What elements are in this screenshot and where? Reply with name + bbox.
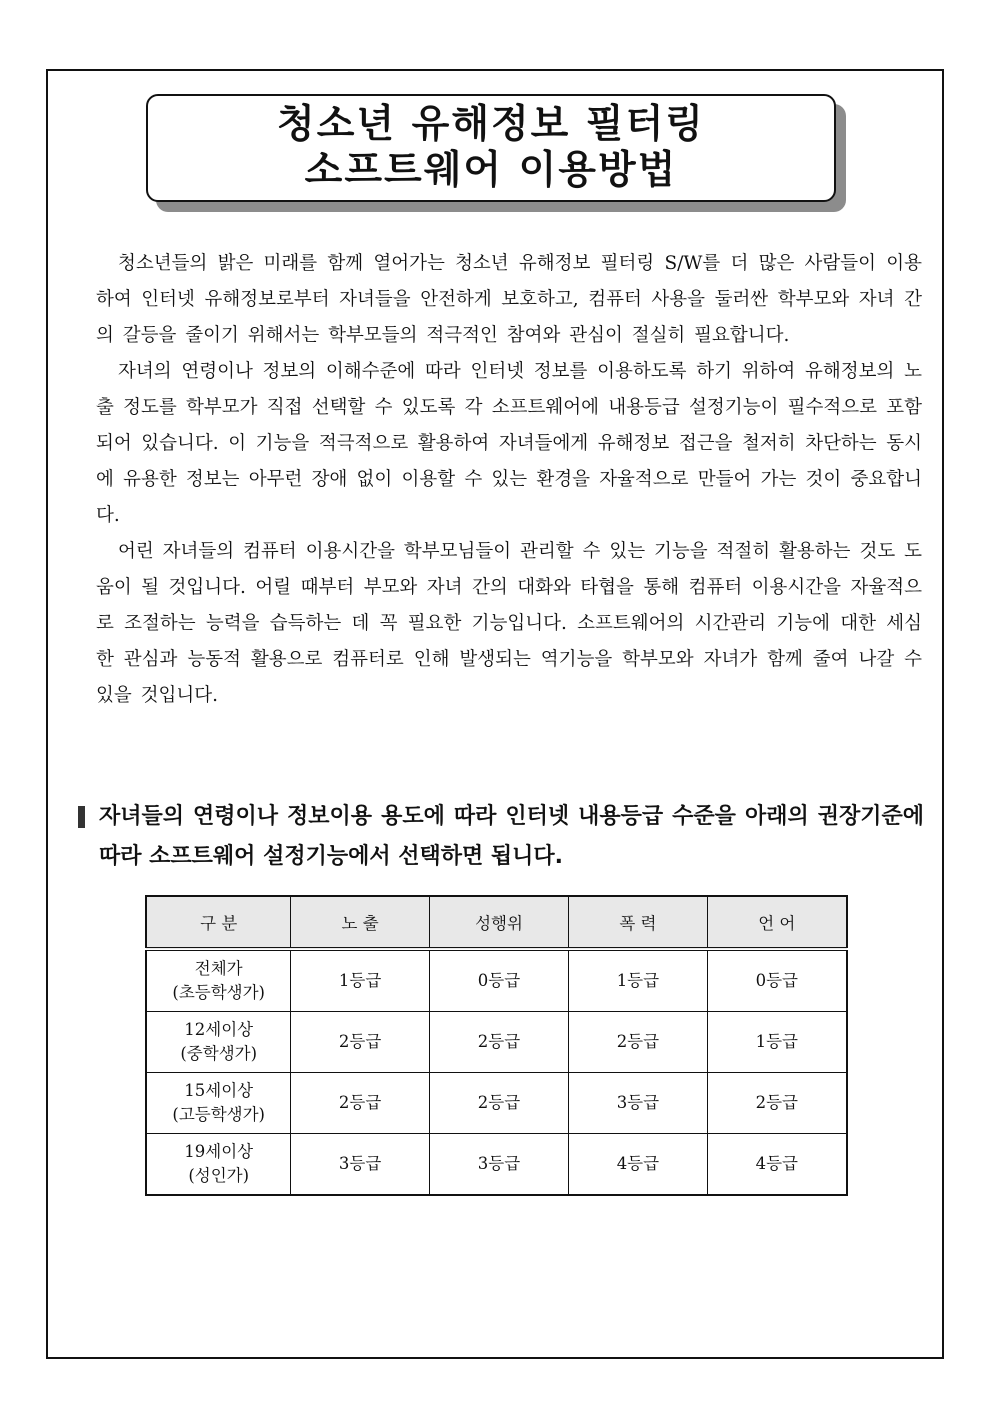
row-group: (고등학생가) <box>172 1105 265 1124</box>
row-category <box>146 1073 291 1134</box>
table-header-row <box>146 896 847 949</box>
cell-exposure: 2등급 <box>291 1012 429 1073</box>
cell-exposure: 3등급 <box>291 1134 429 1196</box>
row-group: (중학생가) <box>180 1044 258 1063</box>
row-category <box>146 1134 291 1196</box>
row-category <box>146 949 291 1012</box>
table-row <box>146 949 847 1012</box>
row-group: (성인가) <box>188 1166 250 1185</box>
cell-language: 2등급 <box>707 1073 847 1134</box>
body-text <box>96 246 922 714</box>
table-row <box>146 1012 847 1073</box>
title-box <box>146 94 836 202</box>
title-line-1: 청소년 유해정보 필터링 <box>277 102 705 147</box>
heading-bullet-icon <box>78 806 85 828</box>
paragraph-1: 청소년들의 밝은 미래를 함께 열어가는 청소년 유해정보 필터링 S/W를 더 많은 사람들이 이용하여 인터넷 유해정보로부터 자녀들을 안전하게 보호하고, 컴퓨터 사용을 둘러싼 학부모와 자녀 간의 갈등을 줄이기 위해서는 학부모들의 적극적인 참여와 관심이 절실히 필요합니다. <box>96 253 922 346</box>
header-language: 언 어 <box>707 896 847 949</box>
header-violence: 폭 력 <box>569 896 707 949</box>
section-heading <box>78 797 924 877</box>
paragraph-3: 어린 자녀들의 컴퓨터 이용시간을 학부모님들이 관리할 수 있는 기능을 적절히 활용하는 것도 도움이 될 것입니다. 어릴 때부터 부모와 자녀 간의 대화와 타협을 통해 컴퓨터 이용시간을 자율적으로 조절하는 능력을 습득하는 데 꼭 필요한 기능입니다. 소프트웨어의 시간관리 기능에 대한 세심한 관심과 능동적 활용으로 컴퓨터로 인해 발생되는 역기능을 학부모와 자녀가 함께 줄여 나갈 수 있을 것입니다. <box>96 541 922 706</box>
cell-sexual: 2등급 <box>429 1073 568 1134</box>
row-group: (초등학생가) <box>172 983 265 1002</box>
cell-exposure: 1등급 <box>291 949 429 1012</box>
cell-violence: 1등급 <box>569 949 707 1012</box>
table-row <box>146 1134 847 1196</box>
paragraph-2: 자녀의 연령이나 정보의 이해수준에 따라 인터넷 정보를 이용하도록 하기 위하여 유해정보의 노출 정도를 학부모가 직접 선택할 수 있도록 각 소프트웨어에 내용등급 설정기능이 필수적으로 포함되어 있습니다. 이 기능을 적극적으로 활용하여 자녀들에게 유해정보 접근을 철저히 차단하는 동시에 유용한 정보는 아무런 장애 없이 이용할 수 있는 환경을 자율적으로 만들어 가는 것이 중요합니다. <box>96 361 922 526</box>
cell-violence: 4등급 <box>569 1134 707 1196</box>
cell-sexual: 2등급 <box>429 1012 568 1073</box>
cell-language: 4등급 <box>707 1134 847 1196</box>
row-age: 전체가 <box>194 959 243 978</box>
table-row <box>146 1073 847 1134</box>
cell-exposure: 2등급 <box>291 1073 429 1134</box>
cell-language: 0등급 <box>707 949 847 1012</box>
section-heading-text: 자녀들의 연령이나 정보이용 용도에 따라 인터넷 내용등급 수준을 아래의 권장기준에 따라 소프트웨어 설정기능에서 선택하면 됩니다. <box>99 804 924 869</box>
header-category: 구 분 <box>146 896 291 949</box>
row-age: 12세이상 <box>184 1020 254 1039</box>
cell-sexual: 3등급 <box>429 1134 568 1196</box>
row-age: 19세이상 <box>184 1142 254 1161</box>
row-age: 15세이상 <box>184 1081 254 1100</box>
cell-violence: 2등급 <box>569 1012 707 1073</box>
title-line-2: 소프트웨어 이용방법 <box>304 148 678 193</box>
content-rating-table <box>145 895 848 1196</box>
row-category <box>146 1012 291 1073</box>
header-sexual: 성행위 <box>429 896 568 949</box>
cell-violence: 3등급 <box>569 1073 707 1134</box>
header-exposure: 노 출 <box>291 896 429 949</box>
cell-sexual: 0등급 <box>429 949 568 1012</box>
cell-language: 1등급 <box>707 1012 847 1073</box>
